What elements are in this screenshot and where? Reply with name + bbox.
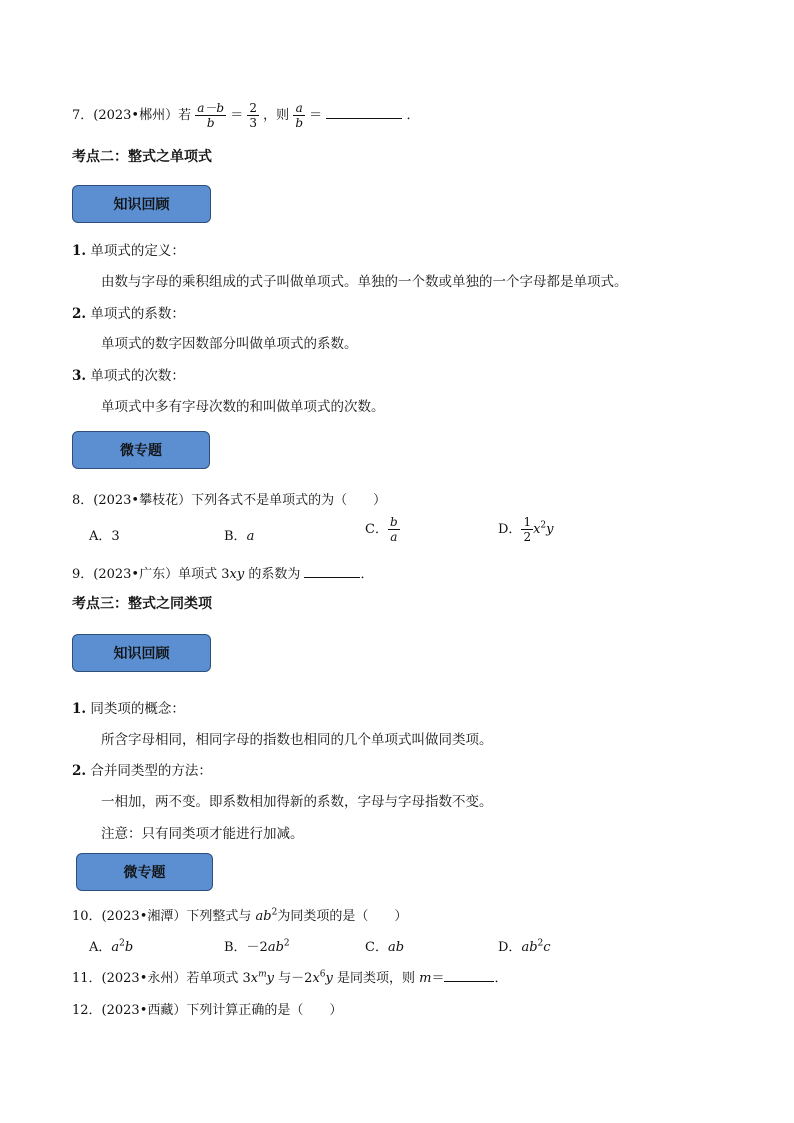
fraction-1-over-2: $\frac{1}{2}$ [523, 515, 532, 544]
list-item: 2. 合并同类型的方法： [72, 763, 212, 779]
knowledge-review-badge: 知识回顾 [72, 634, 211, 672]
question-7: 7．(2023•郴州）若 $\frac{a-b}{b}$ ＝ $\frac{2}{3}$ ，则 $\frac{a}{b}$ ＝ ． [72, 101, 420, 130]
option-a: A．$a^2b$ [89, 938, 134, 955]
answer-blank [326, 106, 402, 119]
option-d: D．$ab^2c$ [498, 938, 551, 955]
option-d: D． $\frac{1}{2}$ $x^2y$ [498, 515, 554, 544]
question-9: 9．(2023•广东）单项式 3xy 的系数为 ． [72, 567, 374, 582]
fraction-b-over-a: $\frac{b}{a}$ [389, 515, 398, 544]
answer-blank [444, 969, 494, 982]
option-c: C． $\frac{b}{a}$ [365, 515, 398, 544]
question-8: 8．(2023•攀枝花）下列各式不是单项式的为（ ） [72, 493, 387, 508]
list-item: 1. 单项式的定义： [72, 243, 185, 259]
micro-topic-badge: 微专题 [72, 431, 210, 469]
fraction-a-minus-b-over-b: $\frac{a-b}{b}$ [197, 101, 225, 130]
section-title: 考点三：整式之同类项 [72, 596, 212, 612]
option-b: B．a [224, 529, 255, 544]
list-item: 1. 同类项的概念： [72, 701, 185, 717]
list-item-body: 由数与字母的乘积组成的式子叫做单项式。单独的一个数或单独的一个字母都是单项式。 [101, 274, 628, 290]
fraction-2-over-3: $\frac{2}{3}$ [249, 101, 258, 130]
answer-blank [304, 565, 360, 578]
list-item-body: 所含字母相同，相同字母的指数也相同的几个单项式叫做同类项。 [101, 732, 493, 748]
list-item-body: 单项式的数字因数部分叫做单项式的系数。 [101, 336, 358, 352]
option-b: B．$-2ab^2$ [224, 938, 290, 955]
option-c: C．ab [365, 940, 405, 955]
list-item: 2. 单项式的系数： [72, 306, 185, 322]
note: 注意：只有同类项才能进行加减。 [101, 826, 304, 842]
micro-topic-badge: 微专题 [76, 853, 213, 891]
question-10: 10．(2023•湘潭）下列整式与 $ab^2$为同类项的是（ ） [72, 907, 408, 924]
question-11: 11．(2023•永州）若单项式 $3x^my$ 与$-2x^6y$ 是同类项，则 m＝ ． [72, 969, 508, 986]
list-item: 3. 单项式的次数： [72, 368, 185, 384]
knowledge-review-badge: 知识回顾 [72, 185, 211, 223]
option-a: A．3 [89, 529, 120, 544]
section-title: 考点二：整式之单项式 [72, 149, 212, 165]
fraction-a-over-b: $\frac{a}{b}$ [295, 101, 304, 130]
question-12: 12．(2023•西藏）下列计算正确的是（ ） [72, 1003, 343, 1018]
list-item-body: 一相加，两不变。即系数相加得新的系数，字母与字母指数不变。 [101, 794, 493, 810]
list-item-body: 单项式中多有字母次数的和叫做单项式的次数。 [101, 399, 385, 415]
